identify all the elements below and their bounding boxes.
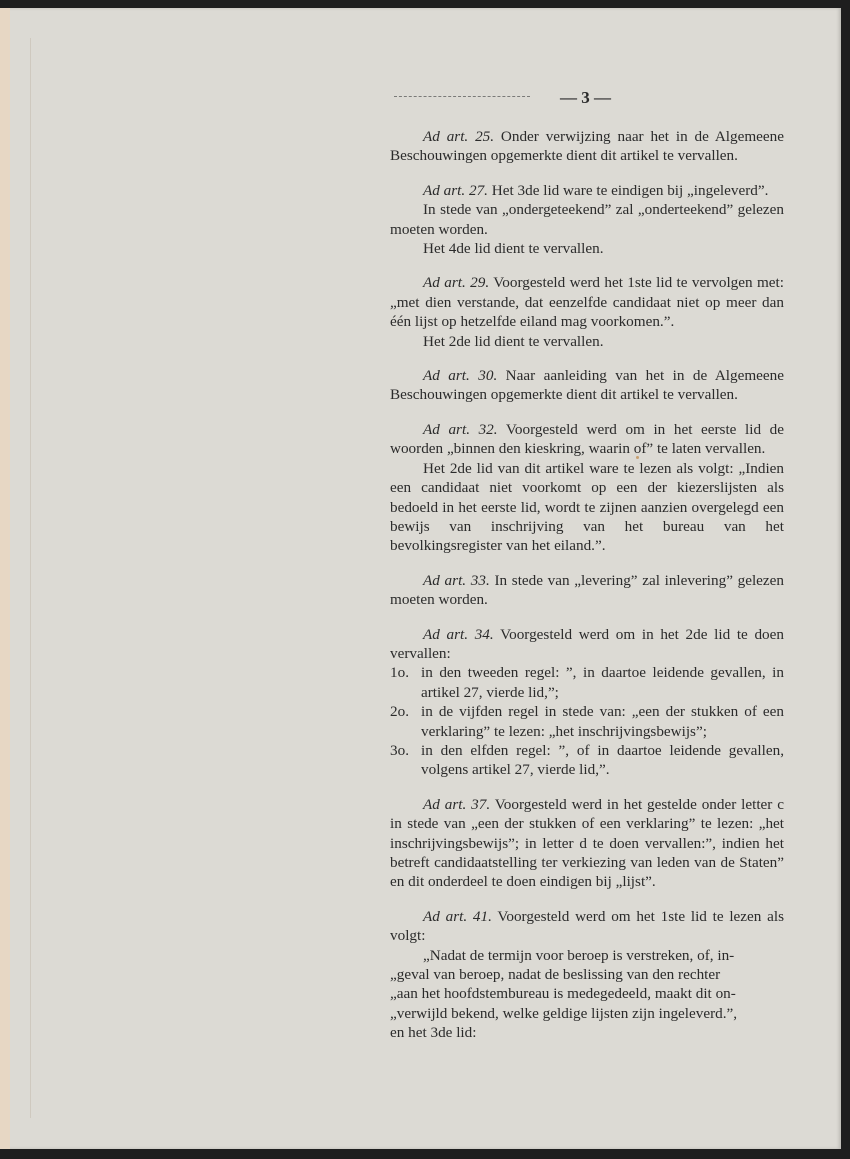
list-number: 2o. — [390, 703, 409, 721]
paragraph-text: In stede van „levering” zal inlevering” gelezen moeten worden. — [390, 571, 784, 609]
page-header — [394, 88, 624, 108]
paragraph-text: Voorgesteld werd in het gestelde onder letter c in stede van „een der stukken of een verklaring” te lezen: „het inschrijvingsbewijs”; in letter d te doen vervallen:”, indien het betreft candidaatstelling ter verkiezing van leden van de Staten” en dit onderdeel te doen eindigen bij „lijst”. — [390, 795, 784, 891]
paragraph-text: Voorgesteld werd om het 1ste lid te lezen als volgt: — [390, 907, 784, 945]
margin-rule — [30, 38, 31, 1118]
list-item — [390, 741, 784, 780]
paragraph-text: Naar aanleiding van het in de Algemeene Beschouwingen opgemerkte dient dit artikel te vervallen. — [390, 367, 784, 404]
paragraph-text: Het 3de lid ware te eindigen bij „ingeleverd”. — [487, 181, 769, 199]
article-ref: Ad art. 29. — [423, 274, 490, 292]
paragraph-art-37 — [390, 795, 784, 892]
paragraph-text: Het 4de lid dient te vervallen. — [423, 240, 604, 258]
article-ref: Ad art. 34. — [423, 625, 494, 643]
quoted-text-line: „geval van beroep, nadat de beslissing van den rechter — [390, 966, 721, 984]
paragraph-art-27 — [390, 181, 784, 200]
page-edge — [0, 8, 10, 1149]
paragraph-text: In stede van „ondergeteekend” zal „onderteekend” gelezen moeten worden. — [390, 201, 784, 238]
quoted-text-line: en het 3de lid: — [390, 1024, 477, 1042]
header-rule — [394, 96, 530, 98]
list-number: 3o. — [390, 741, 409, 759]
paragraph-art-30 — [390, 366, 784, 405]
article-ref: Ad art. 25. — [423, 128, 495, 145]
paragraph-art-25 — [390, 127, 784, 166]
paragraph-text: Onder verwijzing naar het in de Algemeene Beschouwingen opgemerkte dient dit artikel te vervallen. — [390, 128, 784, 165]
list-item — [390, 702, 784, 741]
paragraph-text: Voorgesteld werd het 1ste lid te vervolgen met: „met dien verstande, dat eenzelfde candidaat niet op meer dan één lijst op hetzelfde eiland mag voorkomen.”. — [390, 274, 784, 331]
paragraph-text: Het 2de lid dient te vervallen. — [423, 332, 604, 350]
paragraph-text: Voorgesteld werd om in het eerste lid de woorden „binnen den kieskring, waarin of” te laten vervallen. — [390, 420, 784, 458]
quoted-text-line: „verwijld bekend, welke geldige lijsten zijn ingeleverd.”, — [390, 1004, 738, 1022]
article-ref: Ad art. 30. — [423, 367, 498, 385]
list-item — [390, 663, 784, 702]
quoted-text-line: „Nadat de termijn voor beroep is verstreken, of, in- — [423, 946, 735, 964]
article-ref: Ad art. 37. — [423, 795, 491, 813]
paragraph-art-32 — [390, 420, 784, 459]
article-ref: Ad art. 41. — [423, 907, 492, 925]
page-number: — 3 — — [560, 88, 611, 107]
article-ref: Ad art. 32. — [423, 420, 498, 438]
quoted-text-line: „aan het hoofdstembureau is medegedeeld, maakt dit on- — [390, 985, 736, 1003]
list-text: in den tweeden regel: ”, in daartoe leidende gevallen, in artikel 27, vierde lid,”; — [421, 664, 784, 701]
paragraph-art-29 — [390, 273, 784, 331]
list-text: in de vijfden regel in stede van: „een der stukken of een verklaring” te lezen: „het inschrijvingsbewijs”; — [421, 703, 784, 740]
paragraph-art-34 — [390, 625, 784, 664]
paragraph-text: Voorgesteld werd om in het 2de lid te doen vervallen: — [390, 625, 784, 662]
paragraph-text: Het 2de lid van dit artikel ware te lezen als volgt: „Indien een candidaat niet voorkomt op een der kiezerslijsten als bedoeld in het eerste lid, wordt te zijnen aanzien overgelegd een bewijs van inschrijving van het bureau van het bevolkingsregister van het eiland.”. — [390, 459, 784, 555]
article-ref: Ad art. 33. — [423, 571, 490, 589]
list-text: in den elfden regel: ”, of in daartoe leidende gevallen, volgens artikel 27, vierde lid,”. — [421, 741, 784, 779]
paragraph-art-41 — [390, 907, 784, 946]
list-number: 1o. — [390, 664, 409, 682]
article-ref: Ad art. 27. — [423, 181, 488, 199]
document-body — [390, 127, 784, 1043]
paragraph-art-33 — [390, 571, 784, 610]
